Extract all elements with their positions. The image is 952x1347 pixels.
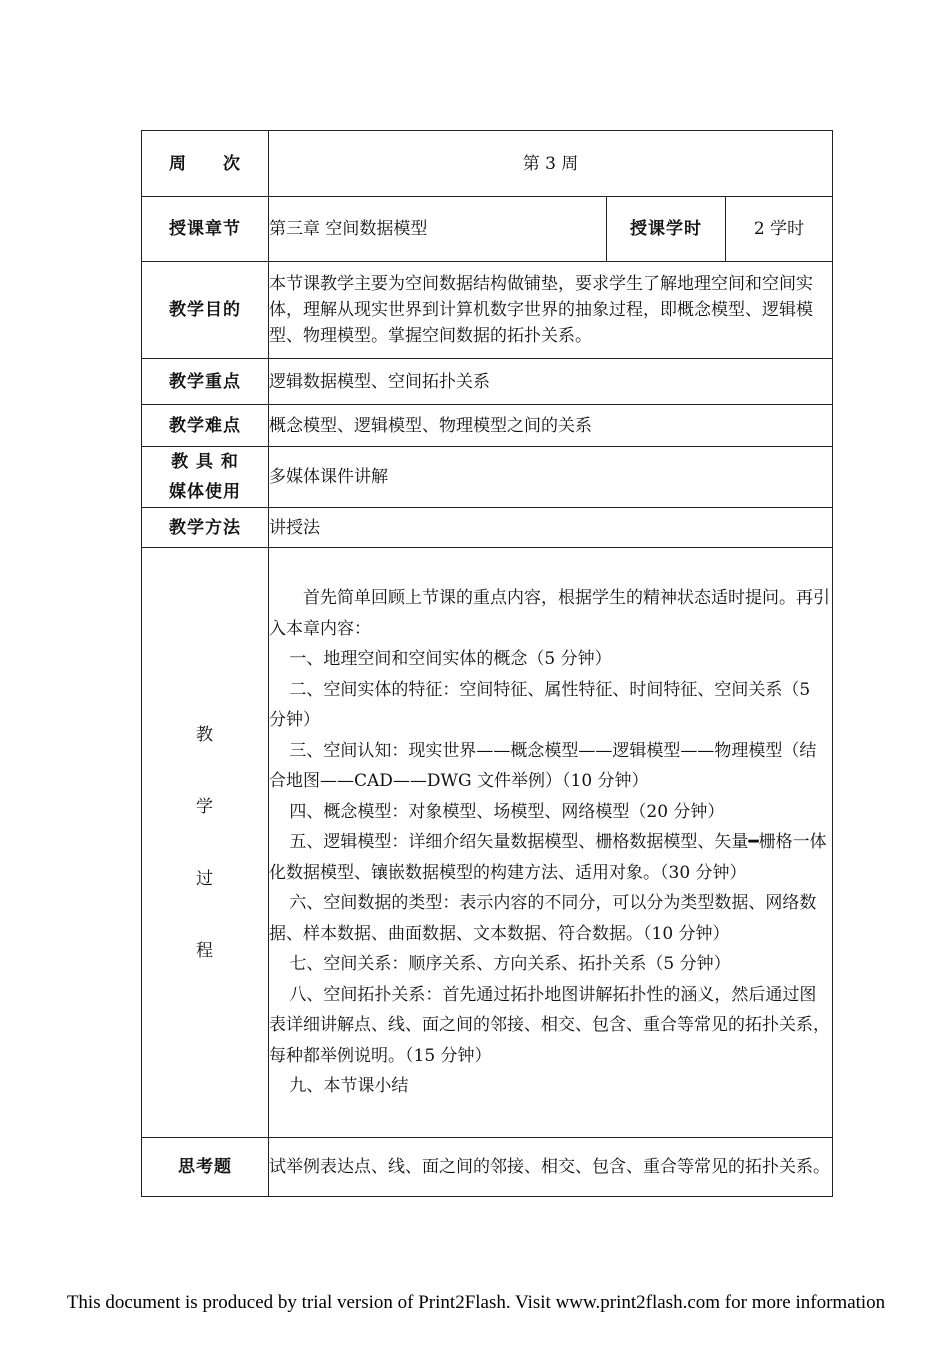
process-label-char: 教 <box>196 724 214 745</box>
process-item: 二、空间实体的特征：空间特征、属性特征、时间特征、空间关系（5 分钟） <box>269 679 811 731</box>
row-key-points <box>142 359 833 405</box>
process-item: 六、空间数据的类型：表示内容的不同分，可以分为类型数据、网络数据、样本数据、曲面数据、文本数据、符合数据。（10 分钟） <box>269 893 817 944</box>
process-item: 五、逻辑模型：详细介绍矢量数据模型、栅格数据模型、矢量━栅格一体化数据模型、镶嵌数据模型的构建方法、适用对象。（30 分钟） <box>269 832 827 883</box>
process-item: 一、地理空间和空间实体的概念（5 分钟） <box>289 649 612 670</box>
method-label: 教学方法 <box>142 508 269 548</box>
process-content <box>269 548 833 1138</box>
week-value: 第 3 周 <box>269 131 833 197</box>
chapter-label: 授课章节 <box>142 197 269 262</box>
row-method <box>142 508 833 548</box>
key-points-label: 教学重点 <box>142 359 269 405</box>
method-value: 讲授法 <box>269 508 833 548</box>
purpose-label: 教学目的 <box>142 262 269 359</box>
lesson-plan-table <box>141 130 833 1197</box>
row-process <box>142 548 833 1138</box>
week-label: 周 次 <box>142 131 269 197</box>
process-item: 七、空间关系：顺序关系、方向关系、拓扑关系（5 分钟） <box>289 954 731 975</box>
key-points-value: 逻辑数据模型、空间拓扑关系 <box>269 359 833 405</box>
chapter-value: 第三章 空间数据模型 <box>269 197 607 262</box>
process-label-char: 程 <box>196 940 214 961</box>
process-item: 四、概念模型：对象模型、场模型、网络模型（20 分钟） <box>289 801 725 822</box>
process-label-char: 过 <box>196 868 214 889</box>
process-item: 九、本节课小结 <box>289 1076 409 1097</box>
purpose-value: 本节课教学主要为空间数据结构做铺垫，要求学生了解地理空间和空间实体，理解从现实世界到计算机数字世界的抽象过程，即概念模型、逻辑模型、物理模型。掌握空间数据的拓扑关系。 <box>269 262 833 359</box>
hours-label: 授课学时 <box>607 197 726 262</box>
process-item: 八、空间拓扑关系：首先通过拓扑地图讲解拓扑性的涵义，然后通过图表详细讲解点、线、面之间的邻接、相交、包含、重合等常见的拓扑关系，每种都举例说明。（15 分钟） <box>269 984 830 1066</box>
media-label-line1: 教 具 和 <box>171 452 239 472</box>
media-label <box>142 447 269 508</box>
questions-value: 试举例表达点、线、面之间的邻接、相交、包含、重合等常见的拓扑关系。 <box>269 1138 833 1197</box>
process-label-char: 学 <box>196 796 214 817</box>
difficulties-value: 概念模型、逻辑模型、物理模型之间的关系 <box>269 405 833 447</box>
row-chapter <box>142 197 833 262</box>
trial-watermark-footer: This document is produced by trial version of Print2Flash. Visit www.print2flash.com for more information <box>66 1292 886 1313</box>
row-purpose <box>142 262 833 359</box>
questions-label: 思考题 <box>142 1138 269 1197</box>
media-label-line2: 媒体使用 <box>169 482 241 502</box>
row-questions <box>142 1138 833 1197</box>
hours-value: 2 学时 <box>726 197 833 262</box>
media-value: 多媒体课件讲解 <box>269 447 833 508</box>
process-label <box>142 548 269 1138</box>
process-intro: 首先简单回顾上节课的重点内容，根据学生的精神状态适时提问。再引入本章内容： <box>269 588 830 639</box>
row-media <box>142 447 833 508</box>
row-week <box>142 131 833 197</box>
row-difficulties <box>142 405 833 447</box>
process-item: 三、空间认知：现实世界——概念模型——逻辑模型——物理模型（结合地图——CAD——DWG 文件举例）（10 分钟） <box>269 740 817 792</box>
difficulties-label: 教学难点 <box>142 405 269 447</box>
